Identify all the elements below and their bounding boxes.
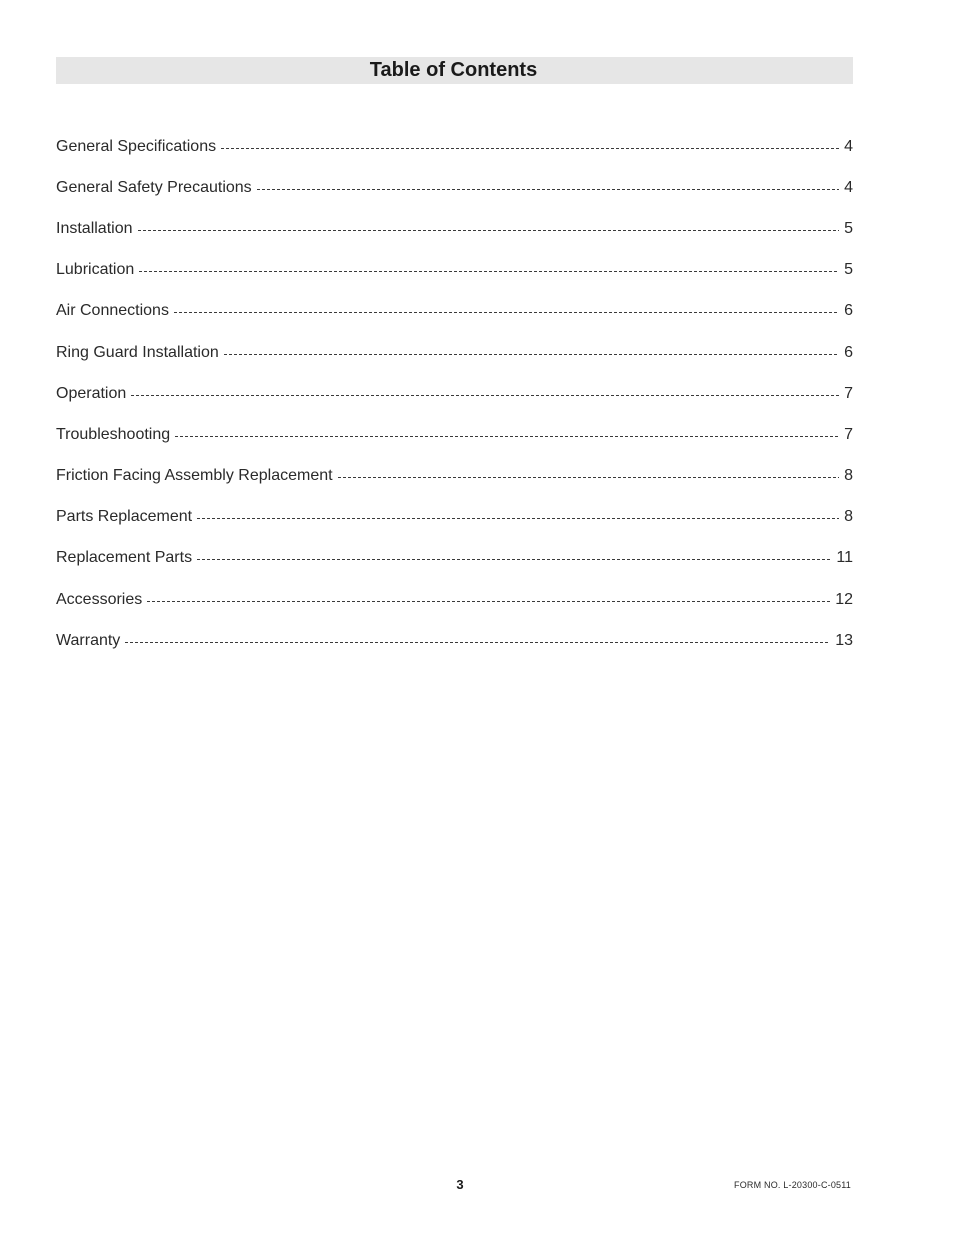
toc-entry[interactable]: [56, 167, 853, 208]
toc-entry-label: Installation: [56, 219, 133, 237]
toc-entry-page: 7: [844, 384, 853, 402]
footer-page-number: 3: [456, 1177, 464, 1192]
toc-entry-label: Troubleshooting: [56, 425, 171, 443]
toc-dot-leader: [139, 271, 839, 272]
toc-dot-leader: [131, 395, 839, 396]
toc-entry-page: 6: [844, 343, 853, 361]
toc-dot-leader: [197, 559, 831, 560]
toc-dot-leader: [138, 230, 840, 231]
toc-entry[interactable]: [56, 620, 853, 661]
toc-dot-leader: [174, 312, 839, 313]
toc-entry-label: Operation: [56, 384, 127, 402]
toc-entry[interactable]: [56, 373, 853, 414]
toc-entry[interactable]: [56, 208, 853, 249]
toc-entry-page: 5: [844, 219, 853, 237]
toc-entry[interactable]: [56, 579, 853, 620]
toc-entry-label: Replacement Parts: [56, 549, 193, 567]
toc-entry[interactable]: [56, 126, 853, 167]
toc-entry-page: 11: [836, 549, 853, 567]
toc-dot-leader: [147, 601, 830, 602]
toc-entry[interactable]: [56, 497, 853, 538]
toc-entry-label: Warranty: [56, 631, 121, 649]
toc-entry[interactable]: [56, 332, 853, 373]
toc-dot-leader: [257, 189, 839, 190]
table-of-contents: [56, 126, 853, 661]
toc-dot-leader: [338, 477, 840, 478]
toc-entry-label: General Safety Precautions: [56, 178, 252, 196]
toc-entry-label: Accessories: [56, 590, 143, 608]
toc-dot-leader: [197, 518, 839, 519]
page-title: Table of Contents: [369, 59, 538, 81]
toc-entry-label: Lubrication: [56, 261, 135, 279]
toc-dot-leader: [221, 148, 839, 149]
toc-entry[interactable]: [56, 291, 853, 332]
toc-entry[interactable]: [56, 538, 853, 579]
toc-entry-page: 8: [844, 467, 853, 485]
toc-entry-page: 5: [844, 261, 853, 279]
toc-entry-label: Friction Facing Assembly Replacement: [56, 467, 333, 485]
toc-entry[interactable]: [56, 414, 853, 455]
toc-entry-page: 7: [844, 425, 853, 443]
toc-entry-page: 4: [844, 178, 853, 196]
toc-entry-label: Air Connections: [56, 302, 169, 320]
toc-dot-leader: [224, 354, 839, 355]
toc-entry-label: Ring Guard Installation: [56, 343, 219, 361]
toc-entry-page: 13: [835, 631, 853, 649]
footer-form-number: FORM NO. L-20300-C-0511: [734, 1180, 851, 1190]
toc-entry-page: 6: [844, 302, 853, 320]
title-bar: [56, 57, 853, 84]
toc-entry[interactable]: [56, 250, 853, 291]
toc-entry-page: 8: [844, 508, 853, 526]
toc-entry-page: 4: [844, 137, 853, 155]
toc-dot-leader: [125, 642, 830, 643]
toc-entry-page: 12: [835, 590, 853, 608]
toc-dot-leader: [175, 436, 839, 437]
toc-entry-label: Parts Replacement: [56, 508, 193, 526]
toc-entry[interactable]: [56, 456, 853, 497]
toc-entry-label: General Specifications: [56, 137, 217, 155]
